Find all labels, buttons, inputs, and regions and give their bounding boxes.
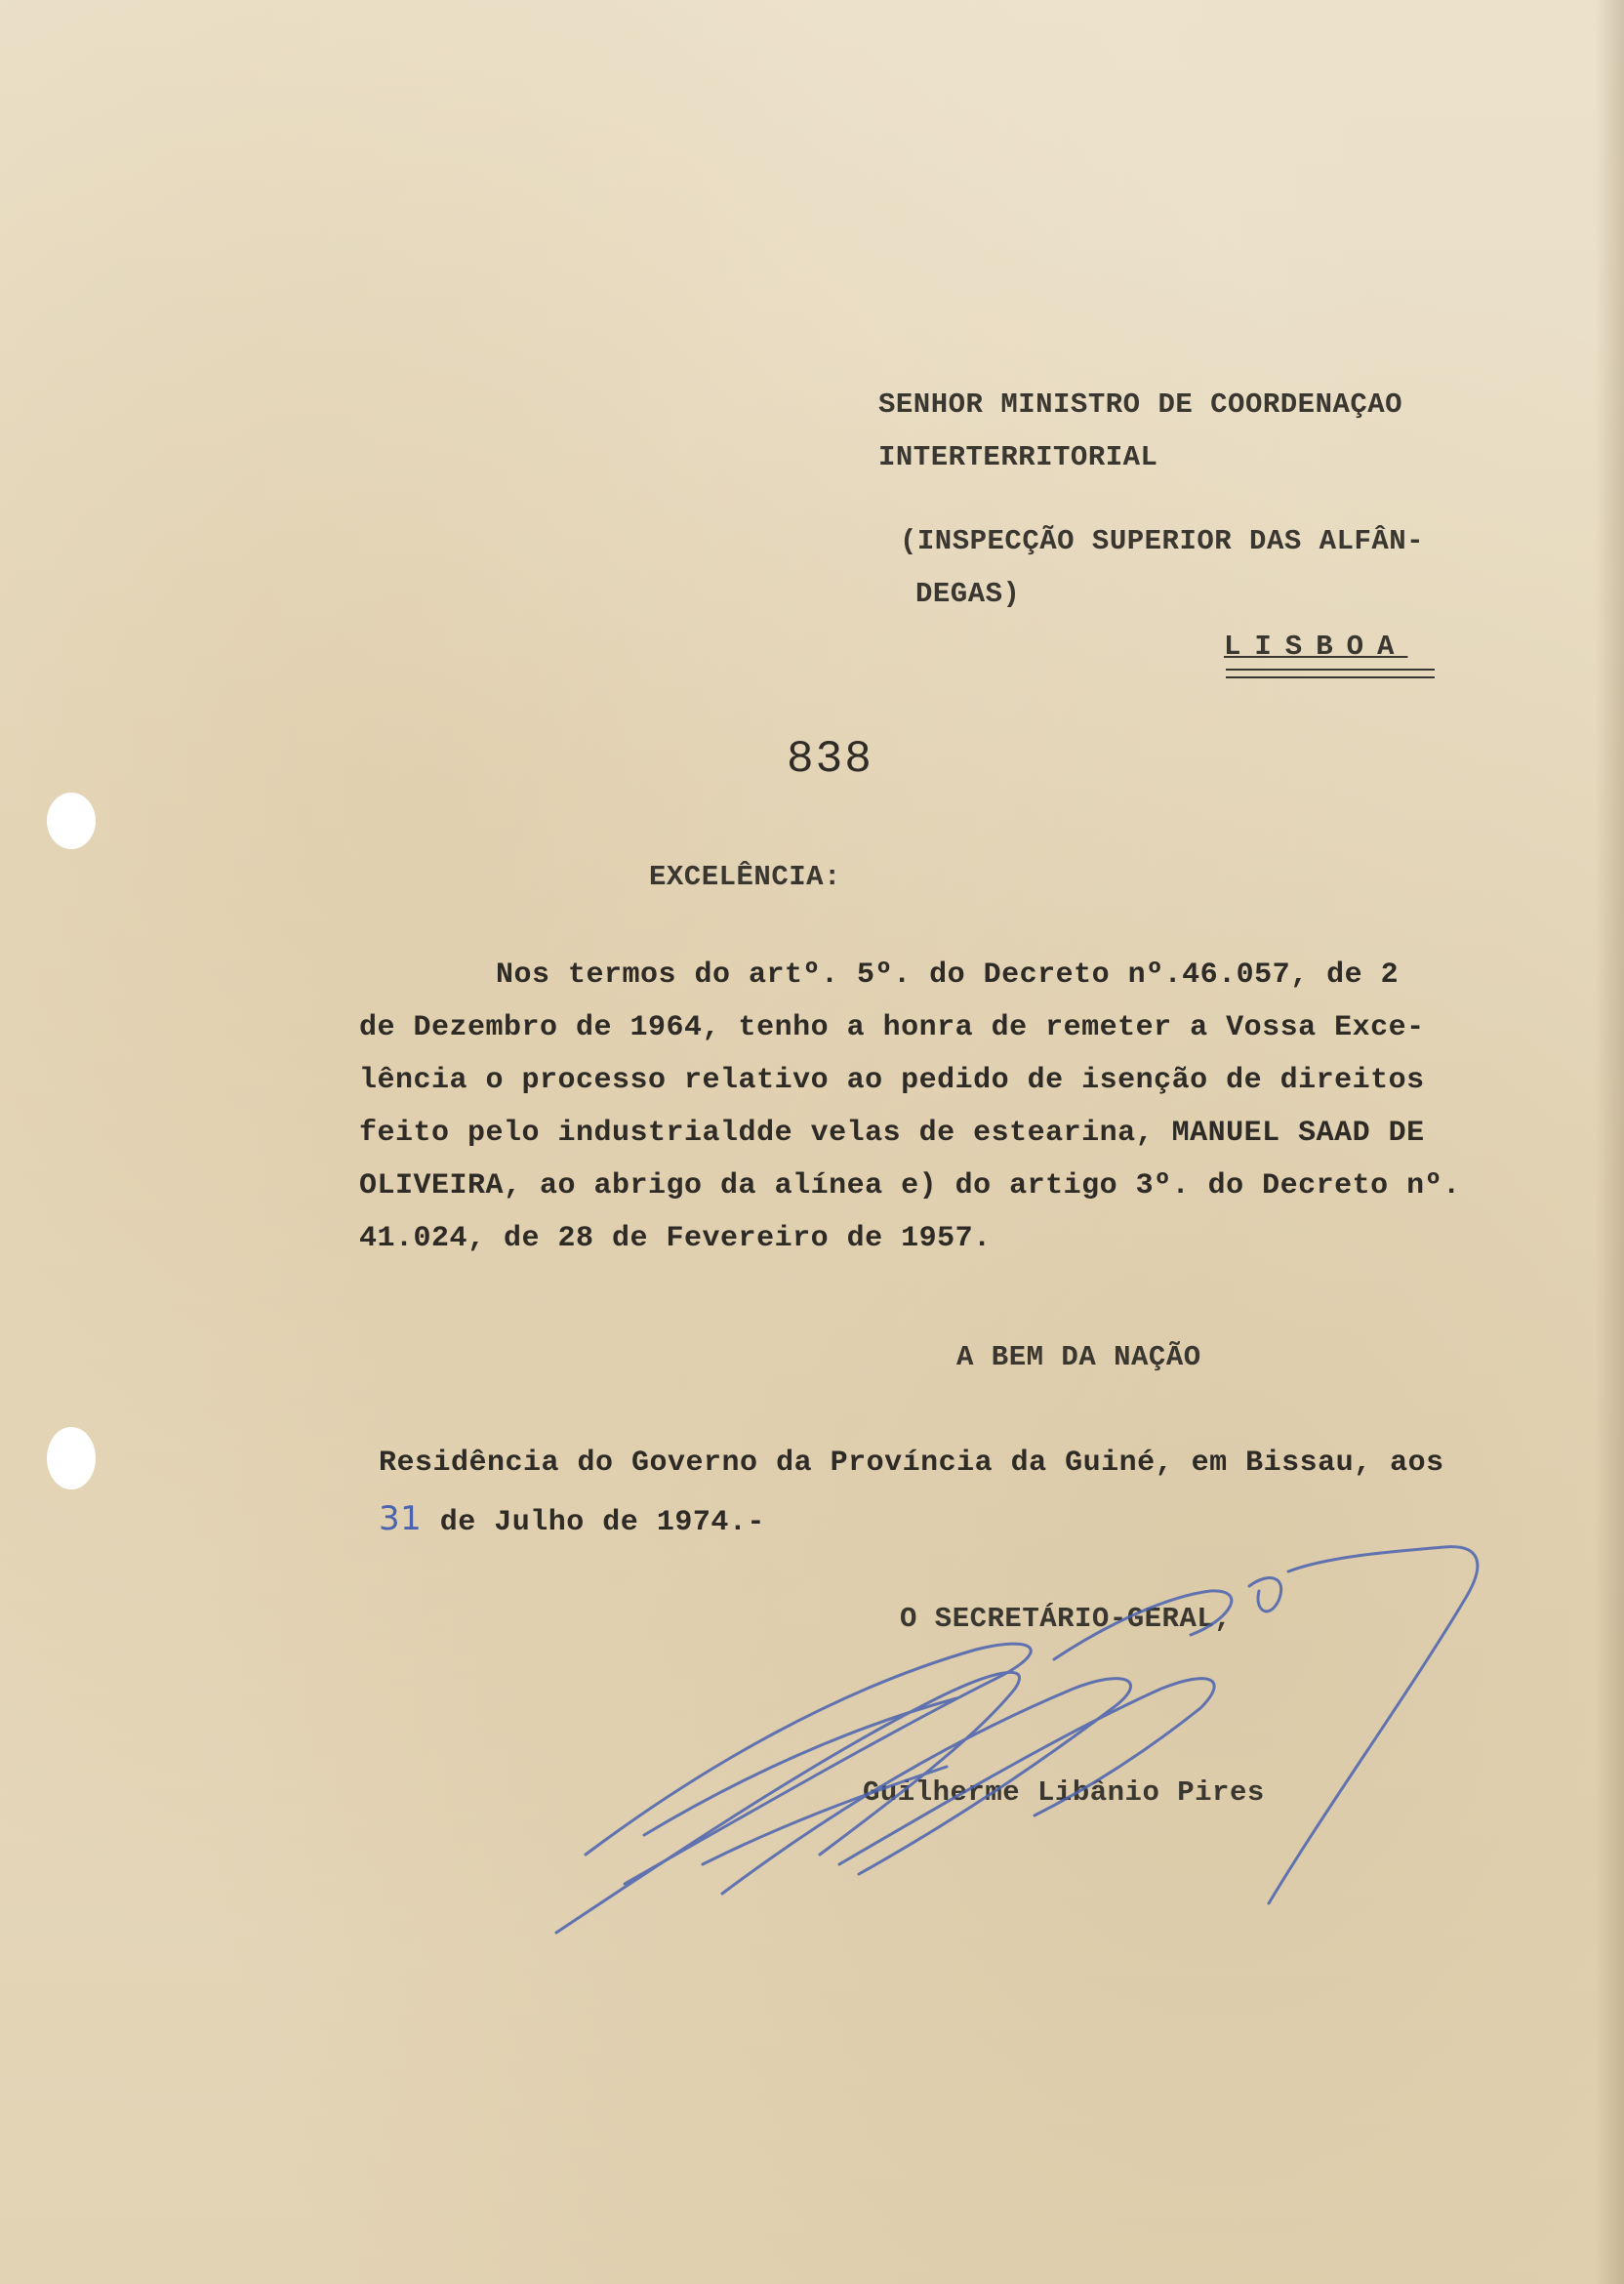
body-line-6: 41.024, de 28 de Fevereiro de 1957. [359, 1222, 992, 1255]
closing-formula: A BEM DA NAÇÃO [956, 1341, 1201, 1373]
signer-role: O SECRETÁRIO-GERAL, [900, 1603, 1233, 1635]
document-number: 838 [787, 734, 873, 785]
handwritten-day: 31 [379, 1499, 423, 1538]
handwritten-signature [527, 1542, 1503, 1952]
signer-name: Guilherme Libânio Pires [863, 1776, 1265, 1809]
salutation: EXCELÊNCIA: [649, 861, 841, 893]
body-line-1: Nos termos do artº. 5º. do Decreto nº.46.057, de 2 [496, 958, 1400, 992]
body-line-5: OLIVEIRA, ao abrigo da alínea e) do artigo 3º. do Decreto nº. [359, 1169, 1461, 1203]
addressee-line-1: SENHOR MINISTRO DE COORDENAÇAO [878, 388, 1403, 421]
addressee-line-4: DEGAS) [915, 578, 1021, 610]
punch-hole-top [47, 793, 96, 849]
city-double-underline [1226, 669, 1435, 678]
punch-hole-bottom [47, 1427, 96, 1489]
addressee-city: LISBOA [1224, 631, 1408, 663]
date-rest: de Julho de 1974.- [439, 1506, 765, 1539]
addressee-line-2: INTERTERRITORIAL [878, 441, 1158, 473]
place-line-1: Residência do Governo da Província da Guiné, em Bissau, aos [379, 1447, 1444, 1480]
addressee-line-3: (INSPECÇÃO SUPERIOR DAS ALFÂN- [900, 525, 1425, 557]
body-line-2: de Dezembro de 1964, tenho a honra de remeter a Vossa Exce- [359, 1011, 1425, 1044]
body-line-3: lência o processo relativo ao pedido de isenção de direitos [359, 1064, 1425, 1097]
page-edge-shadow [1595, 0, 1624, 2284]
body-line-4: feito pelo industrialdde velas de estearina, MANUEL SAAD DE [359, 1117, 1425, 1150]
place-line-2 [379, 1499, 765, 1539]
